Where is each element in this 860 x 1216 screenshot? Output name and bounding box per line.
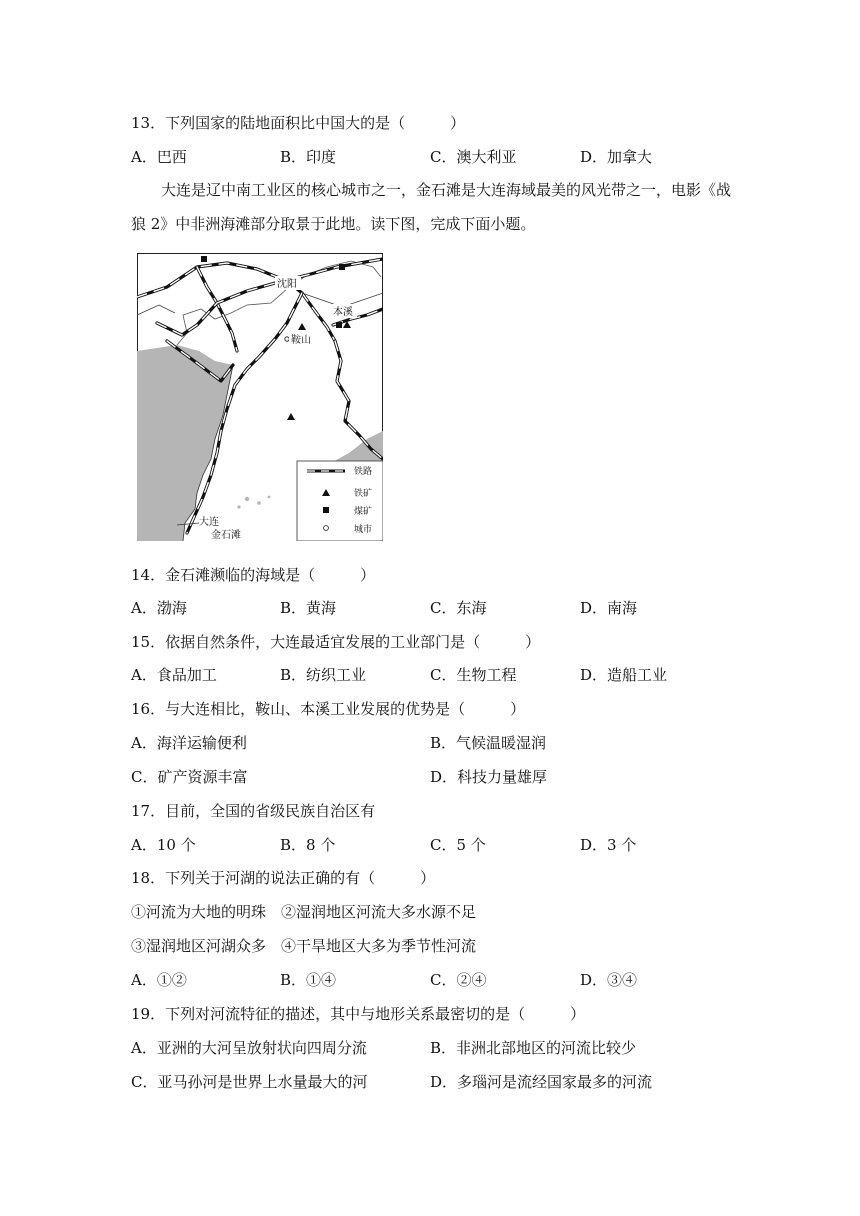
q13-option-d[interactable]: D．加拿大 — [580, 148, 653, 166]
q17-option-d[interactable]: D．3 个 — [580, 836, 637, 854]
coal-mine-icon — [336, 322, 342, 328]
city-label-anshan: 鞍山 — [291, 335, 311, 346]
city-label-shenyang: 沈阳 — [277, 279, 297, 290]
q18-statements-line-1: ①河流为大地的明珠 ②湿润地区河流大多水源不足 — [131, 903, 477, 921]
q14-option-d[interactable]: D．南海 — [580, 599, 638, 617]
question-18-stem: 18．下列关于河湖的说法正确的有（ ） — [131, 869, 436, 887]
map-legend — [297, 461, 383, 541]
q18-option-d[interactable]: D．③④ — [580, 971, 638, 989]
q17-option-c[interactable]: C．5 个 — [430, 836, 486, 854]
city-label-dalian: 大连 — [199, 517, 219, 528]
q14-option-c[interactable]: C．东海 — [430, 599, 487, 617]
coal-mine-icon — [201, 256, 207, 262]
q13-option-a[interactable]: A．巴西 — [131, 148, 187, 166]
q15-option-b[interactable]: B．纺织工业 — [280, 666, 367, 684]
q16-option-c[interactable]: C．矿产资源丰富 — [131, 768, 248, 786]
coal-mine-icon — [339, 264, 345, 270]
q19-option-b[interactable]: B．非洲北部地区的河流比较少 — [430, 1039, 637, 1057]
q18-option-b[interactable]: B．①④ — [280, 971, 337, 989]
city-label-jinshitan: 金石滩 — [211, 530, 241, 541]
dalian-region-map — [137, 253, 383, 541]
legend-city: 城市 — [354, 524, 373, 534]
q17-option-b[interactable]: B．8 个 — [280, 836, 336, 854]
q19-option-c[interactable]: C．亚马孙河是世界上水量最大的河 — [131, 1073, 368, 1091]
q18-option-a[interactable]: A．①② — [131, 971, 187, 989]
q13-option-b[interactable]: B．印度 — [280, 148, 337, 166]
q18-option-c[interactable]: C．②④ — [430, 971, 487, 989]
legend-railway: 铁路 — [354, 466, 373, 476]
question-17-stem: 17．目前，全国的省级民族自治区有 — [131, 802, 376, 820]
q17-option-a[interactable]: A．10 个 — [131, 836, 196, 854]
q13-option-c[interactable]: C．澳大利亚 — [430, 148, 517, 166]
q18-statements-line-2: ③湿润地区河湖众多 ④干旱地区大多为季节性河流 — [131, 937, 477, 955]
reading-passage: 大连是辽中南工业区的核心城市之一，金石滩是大连海域最美的风光带之一，电影《战狼 2》中非洲海滩部分取景于此地。读下图，完成下面小题。 — [131, 181, 732, 233]
q19-option-d[interactable]: D．多瑙河是流经国家最多的河流 — [430, 1073, 653, 1091]
city-anshan-marker — [285, 337, 289, 341]
q15-option-c[interactable]: C．生物工程 — [430, 666, 517, 684]
legend-iron: 铁矿 — [354, 488, 373, 498]
question-14-stem: 14．金石滩濒临的海域是（ ） — [131, 566, 376, 584]
question-13-stem: 13．下列国家的陆地面积比中国大的是（ ） — [131, 114, 466, 132]
city-label-benxi: 本溪 — [333, 307, 353, 318]
q16-option-b[interactable]: B．气候温暖湿润 — [430, 734, 547, 752]
q16-option-a[interactable]: A．海洋运输便利 — [131, 734, 247, 752]
q15-option-d[interactable]: D．造船工业 — [580, 666, 668, 684]
q15-option-a[interactable]: A．食品加工 — [131, 666, 217, 684]
q19-option-a[interactable]: A．亚洲的大河呈放射状向四周分流 — [131, 1039, 367, 1057]
q14-option-a[interactable]: A．渤海 — [131, 599, 187, 617]
question-15-stem: 15．依据自然条件，大连最适宜发展的工业部门是（ ） — [131, 633, 541, 651]
legend-coal: 煤矿 — [354, 506, 373, 516]
q16-option-d[interactable]: D．科技力量雄厚 — [430, 768, 548, 786]
question-16-stem: 16．与大连相比，鞍山、本溪工业发展的优势是（ ） — [131, 700, 526, 718]
question-19-stem: 19．下列对河流特征的描述，其中与地形关系最密切的是（ ） — [131, 1005, 586, 1023]
q14-option-b[interactable]: B．黄海 — [280, 599, 337, 617]
